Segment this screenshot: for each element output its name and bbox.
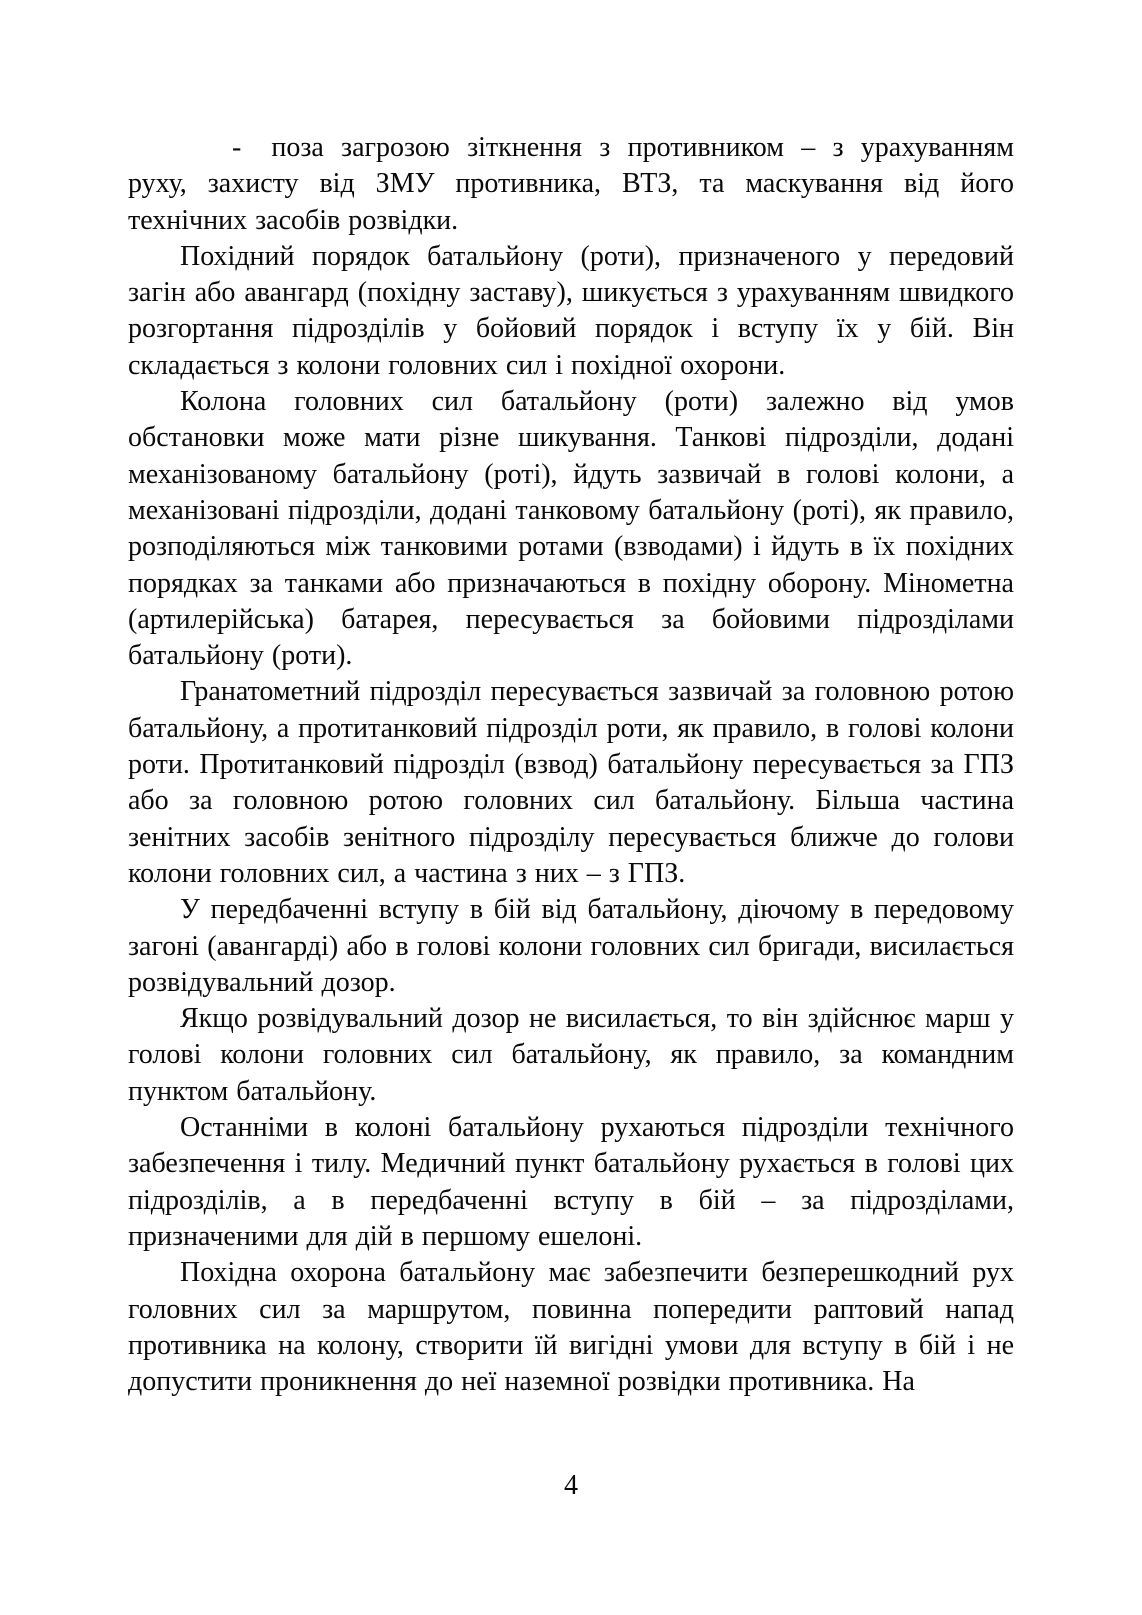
paragraph-text: Гранатометний підрозділ пересувається зазвичай за головною ротою батальйону, а протитанковий підрозділ роти, як правило, в голові колони роти. Протитанковий підрозділ (взвод) батальйону пересувається за ГПЗ або за головною ротою головних сил батальйону. Більша частина зенітних засобів зенітного підрозділу пересувається ближче до голови колони головних сил, а частина з них – з ГПЗ. <box>128 676 1014 889</box>
paragraph <box>128 130 1014 239</box>
paragraph-text: Похідна охорона батальйону має забезпечити безперешкодний рух головних сил за маршрутом, повинна попередити раптовий напад противника на колону, створити їй вигідні умови для вступу в бій і не допустити проникнення до неї наземної розвідки противника. На <box>128 1257 1014 1398</box>
paragraph <box>128 1110 1014 1255</box>
paragraph <box>128 239 1014 384</box>
list-dash-marker: - <box>232 132 242 163</box>
paragraph-text: Похідний порядок батальйону (роти), призначеного у передовий загін або авангард (похідну заставу), шикується з урахуванням швидкого розгортання підрозділів у бойовий порядок і вступу їх у бій. Він складається з колони головних сил і похідної охорони. <box>128 240 1014 381</box>
paragraph-text: поза загрозою зіткнення з противником – з урахуванням руху, захисту від ЗМУ противника, ВТЗ, та маскування від його технічних засобів розвідки. <box>128 132 1014 236</box>
paragraph-text: У передбаченні вступу в бій від батальйону, діючому в передовому загоні (авангарді) або в голові колони головних сил бригади, висилається розвідувальний дозор. <box>128 894 1014 998</box>
paragraph <box>128 892 1014 1001</box>
paragraph <box>128 384 1014 674</box>
paragraph-text: Колона головних сил батальйону (роти) залежно від умов обстановки може мати різне шикування. Танкові підрозділи, додані механізованому батальйону (роті), йдуть зазвичай в голові колони, а механізовані підрозділи, додані танковому батальйону (роті), як правило, розподіляються між танковими ротами (взводами) і йдуть в їх похідних порядках за танками або призначаються в похідну оборону. Мінометна (артилерійська) батарея, пересувається за бойовими підрозділами батальйону (роти). <box>128 386 1014 672</box>
paragraph-text: Останніми в колоні батальйону рухаються підрозділи технічного забезпечення і тилу. Медичний пункт батальйону рухається в голові цих підрозділів, а в передбаченні вступу в бій – за підрозділами, призначеними для дій в першому ешелоні. <box>128 1112 1014 1252</box>
paragraph <box>128 1255 1014 1400</box>
paragraph <box>128 1001 1014 1110</box>
paragraph <box>128 674 1014 892</box>
document-body <box>128 130 1014 1400</box>
paragraph-text: Якщо розвідувальний дозор не висилається, то він здійснює марш у голові колони головних сил батальйону, як правило, за командним пунктом батальйону. <box>128 1003 1014 1107</box>
page-number: 4 <box>564 1470 578 1501</box>
